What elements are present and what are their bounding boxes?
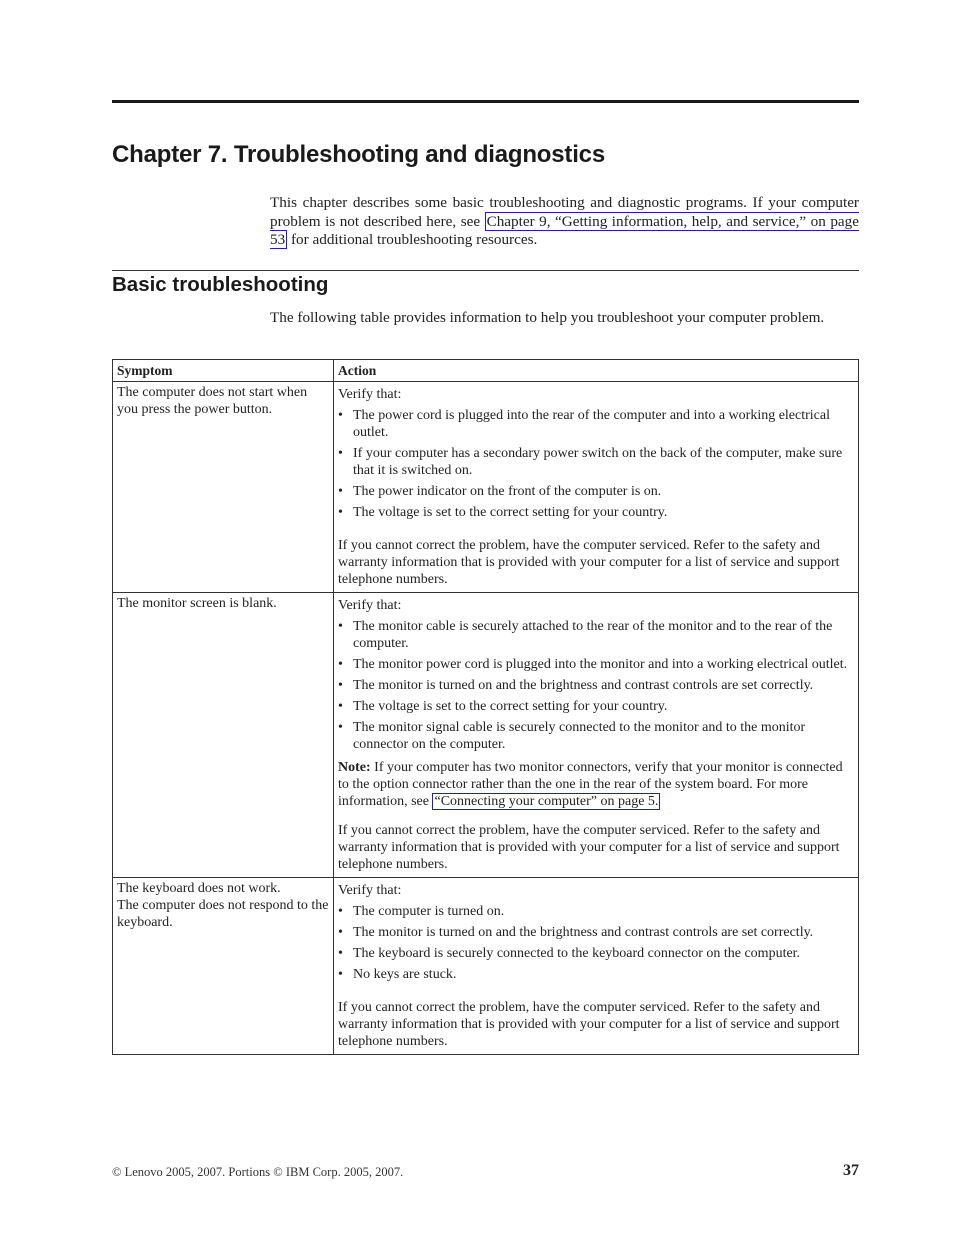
footer-copyright: © Lenovo 2005, 2007. Portions © IBM Corp. 2005, 2007. [112, 1165, 404, 1179]
list-item [338, 407, 854, 441]
bullet-icon: • [338, 699, 343, 714]
action-column-header: Action [334, 360, 859, 382]
symptom-cell [113, 878, 334, 1055]
table-row [113, 593, 859, 878]
verify-label: Verify that: [338, 883, 402, 898]
section-rule [112, 270, 859, 271]
bullet-icon: • [338, 619, 343, 634]
check-list [338, 903, 854, 983]
chapter-intro-text-end: for additional troubleshooting resources. [287, 231, 538, 248]
table-row [113, 878, 859, 1055]
chapter-intro [270, 194, 859, 250]
table-header-row [113, 360, 859, 382]
symptom-cell: The computer does not start when you press the power button. [113, 382, 334, 593]
bullet-icon: • [338, 720, 343, 735]
check-list [338, 407, 854, 521]
list-item-text: The keyboard is securely connected to the keyboard connector on the computer. [353, 946, 801, 961]
list-item [338, 504, 854, 521]
list-item [338, 903, 854, 920]
list-item-text: The power cord is plugged into the rear of the computer and into a working electrical outlet. [353, 408, 830, 440]
bullet-icon: • [338, 657, 343, 672]
list-item [338, 677, 854, 694]
section-intro: The following table provides information to help you troubleshoot your computer problem. [270, 309, 825, 326]
symptom-line: The computer does not respond to the keyboard. [117, 898, 329, 930]
note-label: Note: [338, 760, 371, 775]
bullet-icon: • [338, 967, 343, 982]
check-list [338, 618, 854, 753]
chapter-9-link[interactable]: Chapter 9, “Getting information, help, and service,” on page 53 [270, 212, 859, 248]
verify-label: Verify that: [338, 387, 402, 402]
list-item-text: No keys are stuck. [353, 967, 457, 982]
symptom-line: The keyboard does not work. [117, 881, 281, 896]
verify-label: Verify that: [338, 598, 402, 613]
note [338, 759, 854, 810]
action-cell [334, 382, 859, 593]
table-row [113, 382, 859, 593]
list-item-text: The monitor cable is securely attached to the rear of the monitor and to the rear of the computer. [353, 619, 833, 651]
bullet-icon: • [338, 946, 343, 961]
bullet-icon: • [338, 408, 343, 423]
list-item [338, 483, 854, 500]
section-title: Basic troubleshooting [112, 273, 329, 296]
service-text: If you cannot correct the problem, have the computer serviced. Refer to the safety and warranty information that is provided with your computer for a list of service and support telephone numbers. [338, 538, 840, 587]
spacer [338, 525, 854, 537]
bullet-icon: • [338, 925, 343, 940]
list-item-text: The voltage is set to the correct setting for your country. [353, 505, 668, 520]
action-cell [334, 593, 859, 878]
list-item-text: The computer is turned on. [353, 904, 505, 919]
bullet-icon: • [338, 446, 343, 461]
note-text: If your computer has two monitor connectors, verify that your monitor is connected to the option connector rather than the one in the rear of the system board. For more information, see [338, 760, 843, 809]
list-item-text: The monitor is turned on and the brightness and contrast controls are set correctly. [353, 925, 814, 940]
action-cell [334, 878, 859, 1055]
bullet-icon: • [338, 505, 343, 520]
list-item-text: The monitor signal cable is securely connected to the monitor and to the monitor connector on the computer. [353, 720, 806, 752]
list-item [338, 945, 854, 962]
list-item [338, 966, 854, 983]
list-item [338, 618, 854, 652]
list-item [338, 719, 854, 753]
bullet-icon: • [338, 484, 343, 499]
chapter-intro-text: This chapter describes some basic troubleshooting and diagnostic programs. If your computer problem is not described here, see [270, 194, 859, 230]
chapter-top-rule [112, 100, 859, 103]
list-item-text: If your computer has a secondary power switch on the back of the computer, make sure that it is switched on. [353, 446, 843, 478]
spacer [338, 810, 854, 822]
list-item-text: The power indicator on the front of the computer is on. [353, 484, 662, 499]
list-item-text: The monitor is turned on and the brightness and contrast controls are set correctly. [353, 678, 814, 693]
troubleshooting-table [112, 359, 859, 1055]
symptom-column-header: Symptom [113, 360, 334, 382]
chapter-title: Chapter 7. Troubleshooting and diagnostics [112, 141, 605, 168]
list-item-text: The monitor power cord is plugged into the monitor and into a working electrical outlet. [353, 657, 848, 672]
bullet-icon: • [338, 904, 343, 919]
service-text: If you cannot correct the problem, have the computer serviced. Refer to the safety and warranty information that is provided with your computer for a list of service and support telephone numbers. [338, 1000, 840, 1049]
bullet-icon: • [338, 678, 343, 693]
list-item [338, 445, 854, 479]
list-item-text: The voltage is set to the correct setting for your country. [353, 699, 668, 714]
list-item [338, 924, 854, 941]
page-number: 37 [843, 1162, 859, 1179]
connecting-computer-link[interactable]: “Connecting your computer” on page 5. [434, 794, 659, 809]
list-item [338, 656, 854, 673]
symptom-cell: The monitor screen is blank. [113, 593, 334, 878]
list-item [338, 698, 854, 715]
service-text: If you cannot correct the problem, have the computer serviced. Refer to the safety and warranty information that is provided with your computer for a list of service and support telephone numbers. [338, 823, 840, 872]
spacer [338, 987, 854, 999]
